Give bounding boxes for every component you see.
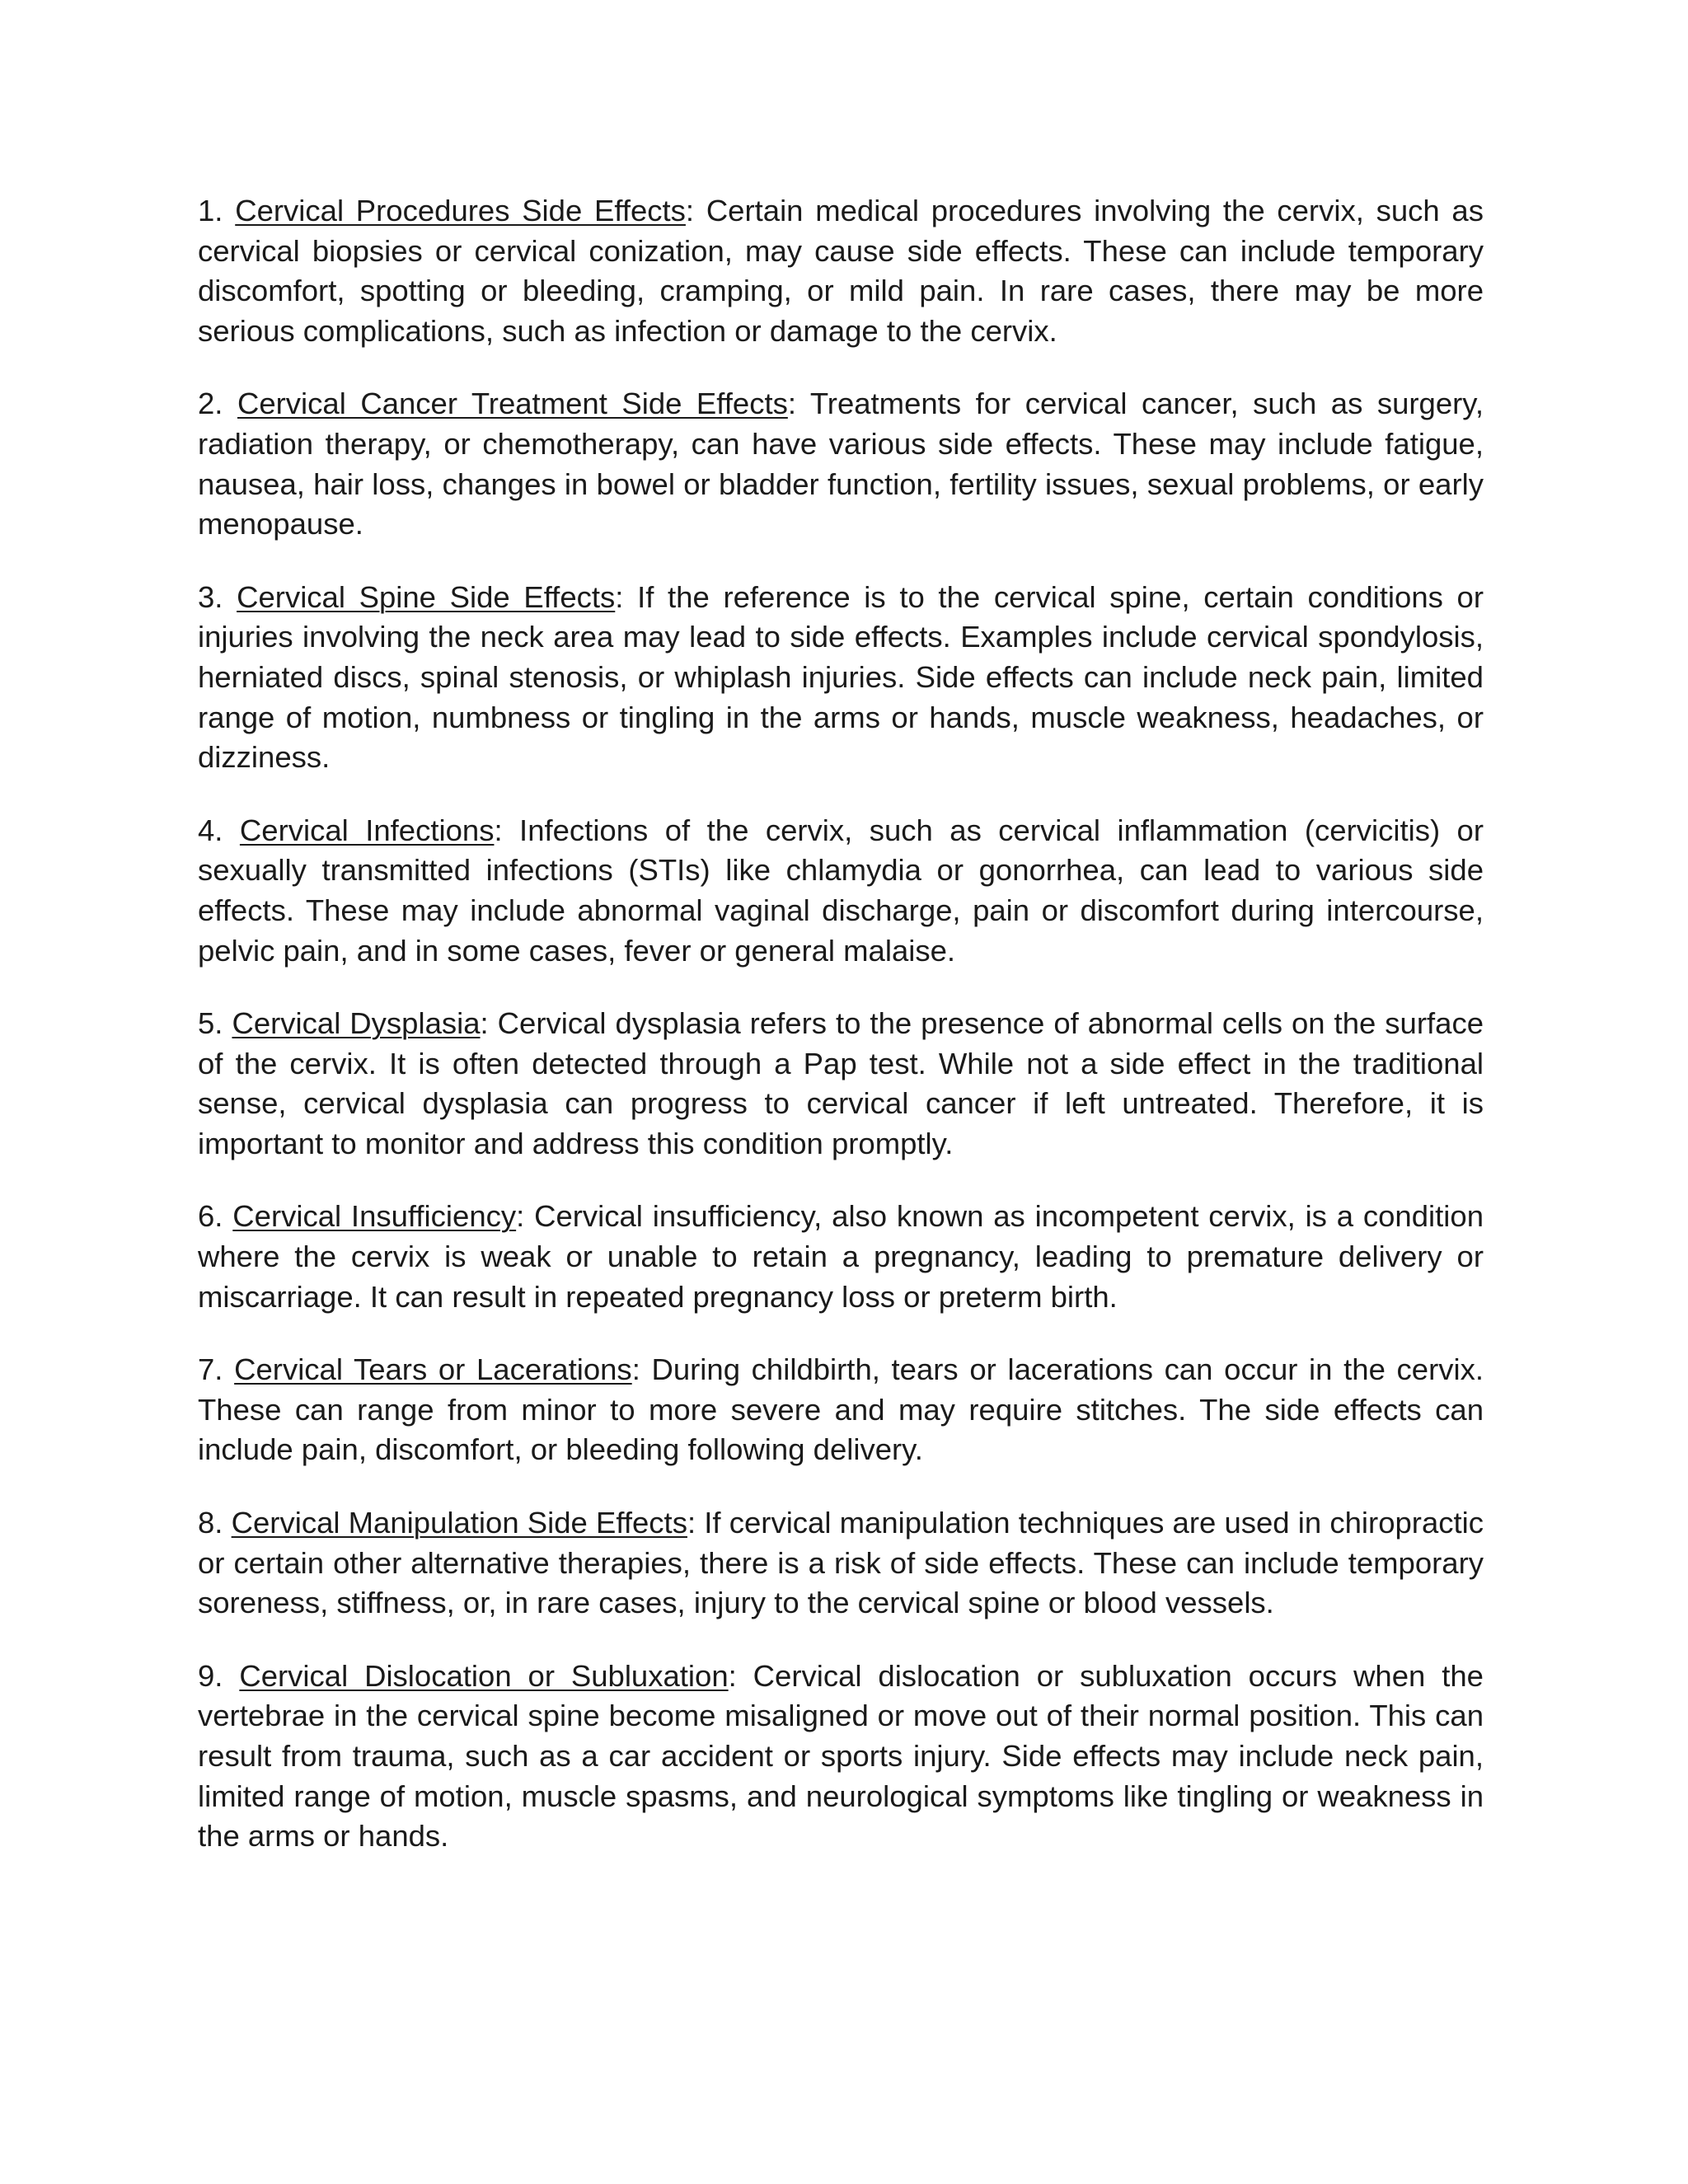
item-heading: Cervical Spine Side Effects — [237, 579, 616, 614]
item-heading: Cervical Cancer Treatment Side Effects — [237, 387, 788, 421]
item-heading: Cervical Dysplasia — [232, 1006, 481, 1041]
item-heading: Cervical Manipulation Side Effects — [231, 1506, 687, 1540]
item-body: : Infections of the cervix, such as cervical inflammation (cervicitis) or sexually transmitted infections (STIs) like chlamydia or gonorrhea, can lead to various side effects. These may include abnormal vaginal discharge, pain or discomfort during intercourse, pelvic pain, and in some cases, fever or general malaise. — [198, 813, 1484, 968]
list-item — [198, 1350, 1484, 1470]
list-item — [198, 1004, 1484, 1164]
item-number: 3. — [198, 579, 223, 614]
item-number: 8. — [198, 1506, 223, 1540]
item-body: : If the reference is to the cervical spine, certain conditions or injuries involving the neck area may lead to side effects. Examples include cervical spondylosis, herniated discs, spinal stenosis, or whiplash injuries. Side effects can include neck pain, limited range of motion, numbness or tingling in the arms or hands, muscle weakness, headaches, or dizziness. — [198, 579, 1484, 775]
item-body: : During childbirth, tears or lacerations can occur in the cervix. These can range from minor to more severe and may require stitches. The side effects can include pain, discomfort, or bleeding following delivery. — [198, 1352, 1484, 1467]
item-body: : Cervical dislocation or subluxation occurs when the vertebrae in the cervical spine become misaligned or move out of their normal position. This can result from trauma, such as a car accident or sports injury. Side effects may include neck pain, limited range of motion, muscle spasms, and neurological symptoms like tingling or weakness in the arms or hands. — [198, 1658, 1484, 1854]
list-item — [198, 811, 1484, 971]
document-body — [198, 191, 1484, 1890]
list-item — [198, 1657, 1484, 1857]
item-body: : If cervical manipulation techniques are used in chiropractic or certain other alternative therapies, there is a risk of side effects. These can include temporary soreness, stiffness, or, in rare cases, injury to the cervical spine or blood vessels. — [198, 1506, 1484, 1620]
item-body: : Cervical insufficiency, also known as incompetent cervix, is a condition where the cervix is weak or unable to retain a pregnancy, leading to premature delivery or miscarriage. It can result in repeated pregnancy loss or preterm birth. — [198, 1199, 1484, 1314]
list-item — [198, 578, 1484, 778]
list-item — [198, 191, 1484, 351]
item-number: 6. — [198, 1199, 223, 1234]
item-number: 4. — [198, 813, 223, 847]
item-heading: Cervical Infections — [239, 813, 495, 847]
item-heading: Cervical Dislocation or Subluxation — [239, 1658, 729, 1693]
item-number: 2. — [198, 387, 223, 421]
item-number: 7. — [198, 1352, 223, 1387]
list-item — [198, 1503, 1484, 1624]
list-item — [198, 384, 1484, 544]
item-number: 5. — [198, 1006, 223, 1041]
list-item — [198, 1197, 1484, 1317]
item-number: 1. — [198, 194, 223, 227]
item-body: : Cervical dysplasia refers to the presence of abnormal cells on the surface of the cervix. It is often detected through a Pap test. While not a side effect in the traditional sense, cervical dysplasia can progress to cervical cancer if left untreated. Therefore, it is important to monitor and address this condition promptly. — [198, 1006, 1484, 1160]
item-heading: Cervical Procedures Side Effects — [235, 194, 686, 227]
item-body: : Certain medical procedures involving the cervix, such as cervical biopsies or cervical conization, may cause side effects. These can include temporary discomfort, spotting or bleeding, cramping, or mild pain. In rare cases, there may be more serious complications, such as infection or damage to the cervix. — [198, 194, 1484, 348]
item-number: 9. — [198, 1658, 223, 1693]
item-heading: Cervical Tears or Lacerations — [234, 1352, 632, 1387]
item-heading: Cervical Insufficiency — [232, 1199, 517, 1234]
item-body: : Treatments for cervical cancer, such as surgery, radiation therapy, or chemotherapy, can have various side effects. These may include fatigue, nausea, hair loss, changes in bowel or bladder function, fertility issues, sexual problems, or early menopause. — [198, 387, 1484, 541]
